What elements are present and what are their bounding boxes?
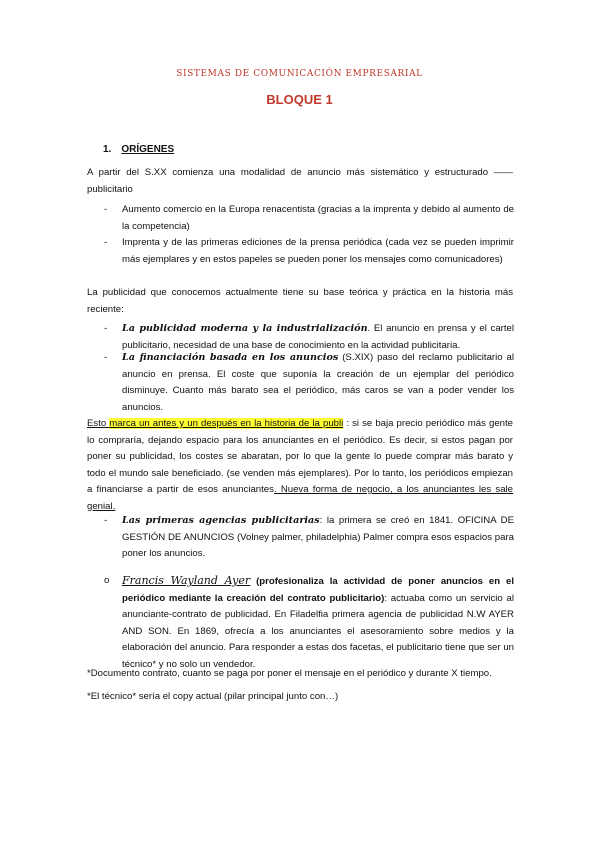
paragraph xyxy=(87,416,513,515)
list-item xyxy=(104,235,514,268)
list-item-text xyxy=(122,350,514,416)
dash-bullet: - xyxy=(104,352,108,363)
dash-bullet: - xyxy=(104,323,108,334)
dash-bullet: - xyxy=(104,204,108,215)
list-item-text: Imprenta y de las primeras ediciones de la prensa periódica (cada vez se pueden imprimir más ejemplares y en estos papeles se pueden poner los mensajes como comunicadores) xyxy=(122,237,514,265)
list-item-text: Aumento comercio en la Europa renacentista (gracias a la imprenta y debido al aumento de la competencia) xyxy=(122,204,514,232)
highlighted-text: marca un antes y un después en la historia de la publi xyxy=(109,418,344,429)
emphasis-lead: La publicidad moderna y la industrialización xyxy=(122,323,368,334)
section-heading xyxy=(103,142,174,159)
document-subtitle: BLOQUE 1 xyxy=(266,92,333,107)
paragraph-body: : si se baja precio periódico más gente lo compraría, dejando espacio para los anunciantes en el periódico. Es decir, si estos pagan por poner su publicidad, los costes se abaratan, por lo que la gente lo puede comprar más barato y todo el mundo sale beneficiado. (se venden más ejemplares). Por lo tanto, los periódicos empiezan a financiarse a partir de esos anunciantes xyxy=(87,418,513,495)
list-item-body: : la primera se creó en 1841. OFICINA DE GESTIÓN DE ANUNCIOS (Volney palmer, philadelphia) Palmer compra esos espacios para poner los anuncios. xyxy=(122,515,514,559)
sub-list-body: : actuaba como un servicio al anunciante-contrato de publicidad. En Filadelfia primera agencia de publicidad N.W AYER AND SON. En 1869, ofrecía a los anunciantes el asesoramiento sobre medios y la elaboración del anuncio. Para responder a estas dos facetas, el publicitario tiene que ser un técnico* y no solo un vendedor. xyxy=(122,592,514,670)
list-item-body: (S.XIX) paso del reclamo publicitario al anuncio en prensa. El coste que suponía la creación de un ejemplar del periódico disminuye. Cuanto más barato sea el periódico, más caros se van a poder vender los anuncios. xyxy=(122,352,514,413)
footnote: *El técnico* sería el copy actual (pilar principal junto con…) xyxy=(87,691,339,702)
list-item-body: . El anuncio en prensa y el cartel publicitario, necesidad de una base de conocimiento en la actividad publicitaria. xyxy=(122,323,514,351)
underlined-text: . Nueva forma de negocio, a los anunciantes les sale genial. xyxy=(87,484,513,512)
document-title: SISTEMAS DE COMUNICACIÓN EMPRESARIAL xyxy=(176,69,423,79)
section-number: 1. xyxy=(103,144,112,155)
paragraph: La publicidad que conocemos actualmente tiene su base teórica y práctica en la historia más reciente: xyxy=(87,287,513,315)
circle-bullet: o xyxy=(104,575,110,586)
list-item xyxy=(104,513,514,563)
bold-text: (profesionaliza la actividad de poner anuncios en el periódico mediante la creación del contrato publicitario) xyxy=(122,576,514,604)
sub-list-item xyxy=(104,573,514,673)
intro-paragraph: A partir del S.XX comienza una modalidad de anuncio más sistemático y estructurado —— publicitario xyxy=(87,167,513,195)
footnote: *Documento contrato, cuanto se paga por poner el mensaje en el periódico y durante X tiempo. xyxy=(87,668,492,679)
dash-bullet: - xyxy=(104,237,108,248)
section-title: ORÍGENES xyxy=(121,144,175,155)
emphasis-lead: La financiación basada en los anuncios xyxy=(122,352,339,363)
dash-bullet: - xyxy=(104,515,108,526)
emphasis-lead: Las primeras agencias publicitarias xyxy=(122,515,320,526)
person-name: Francis Wayland Ayer xyxy=(122,574,251,587)
sub-list-item-text xyxy=(122,573,514,673)
paragraph-prefix: Esto xyxy=(87,418,110,429)
list-item-text xyxy=(122,513,514,563)
list-item xyxy=(104,202,514,235)
list-item xyxy=(104,350,514,416)
